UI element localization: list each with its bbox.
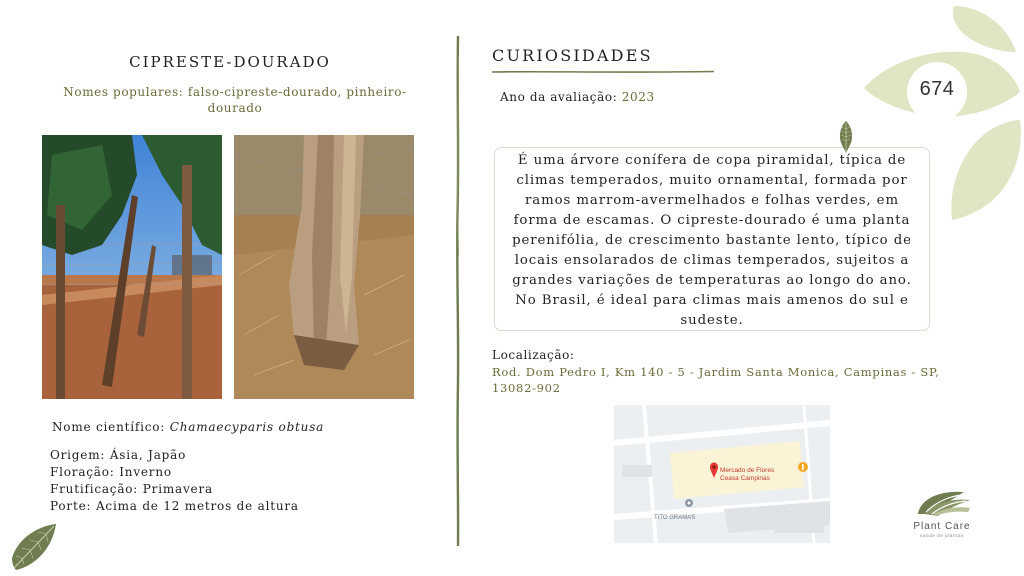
- curiosidades-title: CURIOSIDADES: [492, 46, 653, 65]
- leaf-icon: [836, 119, 856, 155]
- column-divider: [452, 36, 464, 546]
- fact-size-value: Acima de 12 metros de altura: [95, 499, 299, 513]
- restaurant-pin-icon[interactable]: [798, 462, 808, 472]
- description-text: É uma árvore conífera de copa piramidal, típica de climas temperados, muito ornamental, formada por ramos marrom-avermelhados e folhas verdes, em forma de escamas. O cipreste-dourado é uma planta perenifólia, de crescimento bastante lento, típico de locais ensolarados de climas temperados, sujeitos a grandes variações de temperaturas ao longo do ano. No Brasil, é ideal para climas mais amenos do sul e sudeste.: [512, 153, 912, 328]
- fact-origin-label: Origem:: [50, 448, 106, 462]
- popular-names-label: Nomes populares:: [63, 85, 184, 99]
- tree-photo-canopy: [42, 135, 222, 399]
- fact-flowering-label: Floração:: [50, 465, 115, 479]
- scientific-name-value: Chamaecyparis obtusa: [169, 420, 325, 434]
- fact-fruiting: [50, 481, 299, 498]
- map-secondary-place: TITO GRAMAS: [654, 515, 696, 521]
- fact-flowering-value: Inverno: [119, 465, 172, 479]
- fact-size-label: Porte:: [50, 499, 92, 513]
- evaluation-number-badge: 674: [919, 78, 955, 100]
- title-underline: [492, 70, 714, 74]
- location-map[interactable]: [614, 405, 830, 543]
- plant-name-title: CIPRESTE-DOURADO: [129, 53, 331, 71]
- popular-names: [50, 84, 420, 116]
- plant-facts: [50, 447, 299, 515]
- fact-fruiting-value: Primavera: [142, 482, 213, 496]
- fact-fruiting-label: Frutificação:: [50, 482, 139, 496]
- secondary-pin-icon[interactable]: [685, 499, 693, 507]
- fact-flowering: [50, 464, 299, 481]
- logo-tagline: saúde de plantas: [920, 533, 964, 538]
- leaf-decoration-icon: [848, 0, 1024, 230]
- tree-photo-trunk: [234, 135, 414, 399]
- popular-names-value: falso-cipreste-dourado, pinheiro-dourado: [187, 85, 407, 115]
- bottom-leaf-icon: [8, 520, 60, 572]
- logo-name: Plant Care: [913, 521, 971, 532]
- scientific-name: [52, 420, 324, 434]
- evaluation-year: [500, 90, 655, 104]
- fact-origin-value: Ásia, Japão: [109, 448, 187, 462]
- location-label: Localização:: [492, 348, 575, 362]
- fact-origin: [50, 447, 299, 464]
- location-address[interactable]: Rod. Dom Pedro I, Km 140 - 5 - Jardim Santa Monica, Campinas - SP, 13082-902: [492, 365, 940, 395]
- evaluation-year-label: Ano da avaliação:: [500, 90, 618, 104]
- map-place-line1: Mercado de Flores: [720, 467, 775, 474]
- fact-size: [50, 498, 299, 515]
- scientific-name-label: Nome científico:: [52, 420, 166, 434]
- map-place-line2: Ceasa Campinas: [720, 475, 770, 482]
- evaluation-year-value: 2023: [621, 90, 655, 104]
